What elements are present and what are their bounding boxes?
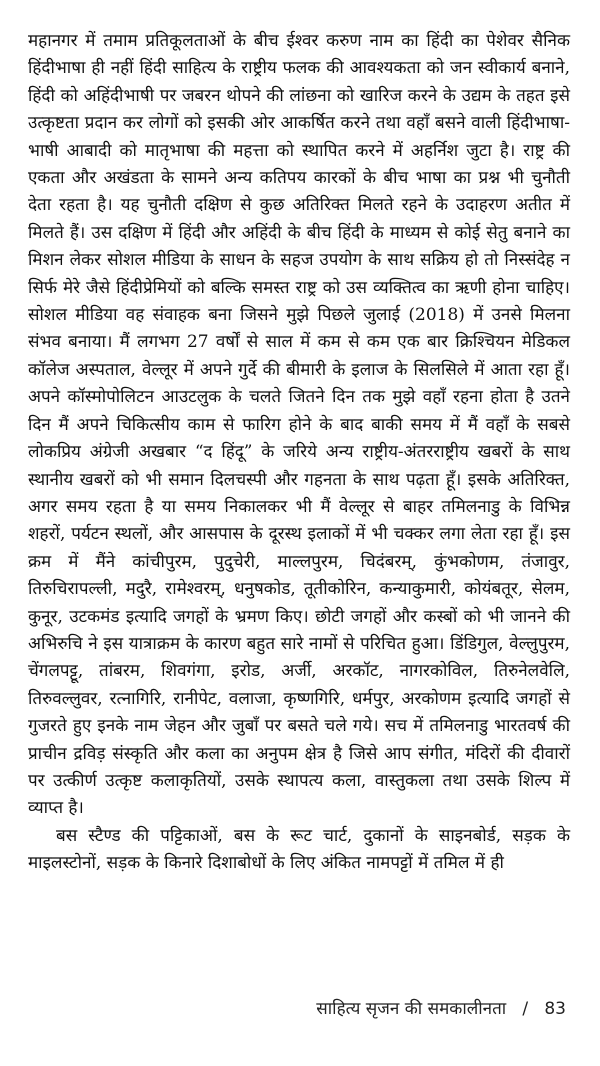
running-footer (316, 996, 566, 1019)
body-text (28, 28, 570, 878)
page-number: 83 (544, 999, 566, 1019)
paragraph-1: महानगर में तमाम प्रतिकूलताओं के बीच ईश्वर करुण नाम का हिंदी का पेशेवर सैनिक हिंदीभाषा ही नहीं हिंदी साहित्य के राष्ट्रीय फलक की आवश्यकता को जन स्वीकार्य बनाने, हिंदी को अहिंदीभाषी पर जबरन थोपने की लांछना को खारिज करने के उद्यम के तहत इसे उत्कृष्टता प्रदान कर लोगों को इसकी ओर आकर्षित करने तथा वहाँ बसने वाली हिंदीभाषा-भाषी आबादी को मातृभाषा की महत्ता को स्थापित करने में अहर्निश जुटा है। राष्ट्र की एकता और अखंडता के सामने अन्य कतिपय कारकों के बीच भाषा का प्रश्न भी चुनौती देता रहता है। यह चुनौती दक्षिण से कुछ अतिरिक्त मिलते रहने के उदाहरण अतीत में मिलते हैं। उस दक्षिण में हिंदी और अहिंदी के बीच हिंदी के माध्यम से कोई सेतु बनाने का मिशन लेकर सोशल मीडिया के साधन के सहज उपयोग के साथ सक्रिय हो तो निस्संदेह न सिर्फ मेरे जैसे हिंदीप्रेमियों को बल्कि समस्त राष्ट्र को उस व्यक्तित्व का ऋणी होना चाहिए। सोशल मीडिया वह संवाहक बना जिसने मुझे पिछले जुलाई (2018) में उनसे मिलना संभव बनाया। मैं लगभग 27 वर्षों से साल में कम से कम एक बार क्रिश्चियन मेडिकल कॉलेज अस्पताल, वेल्लूर में अपने गुर्दे की बीमारी के इलाज के सिलसिले में आता रहा हूँ। अपने कॉस्मोपोलिटन आउटलुक के चलते जितने दिन तक मुझे वहाँ रहना होता है उतने दिन मैं अपने चिकित्सीय काम से फारिग होने के बाद बाकी समय में मैं वहाँ के सबसे लोकप्रिय अंग्रेजी अखबार “द हिंदू” के जरिये अन्य राष्ट्रीय-अंतरराष्ट्रीय खबरों के साथ स्थानीय खबरों को भी समान दिलचस्पी और गहनता के साथ पढ़ता हूँ। इसके अतिरिक्त, अगर समय रहता है या समय निकालकर भी मैं वेल्लूर से बाहर तमिलनाडु के विभिन्न शहरों, पर्यटन स्थलों, और आसपास के दूरस्थ इलाकों में भी चक्कर लगा लेता रहा हूँ। इस क्रम में मैंने कांचीपुरम, पुदुचेरी, माल्लपुरम, चिदंबरम्, कुंभकोणम, तंजावुर, तिरुचिरापल्ली, मदुरै, रामेश्वरम्, धनुषकोड, तूतीकोरिन, कन्याकुमारी, कोयंबतूर, सेलम, कुनूर, उटकमंड इत्यादि जगहों के भ्रमण किए। छोटी जगहों और कस्बों को भी जानने की अभिरुचि ने इस यात्राक्रम के कारण बहुत सारे नामों से परिचित हुआ। डिंडिगुल, वेल्लुपुरम, चेंगलपट्टू, तांबरम, शिवगंगा, इरोड, अर्जी, अरकॉट, नागरकोविल, तिरुनेलवेलि, तिरुवल्लुवर, रत्नागिरि, रानीपेट, वलाजा, कृष्णगिरि, धर्मपुर, अरकोणम इत्यादि जगहों से गुजरते हुए इनके नाम जेहन और जुबाँ पर बसते चले गये। सच में तमिलनाडु भारतवर्ष की प्राचीन द्रविड़ संस्कृति और कला का अनुपम क्षेत्र है जिसे आप संगीत, मंदिरों की दीवारों पर उत्कीर्ण उत्कृष्ट कलाकृतियों, उसके स्थापत्य कला, वास्तुकला तथा उसके शिल्प में व्याप्त है। (28, 31, 570, 819)
book-title: साहित्य सृजन की समकालीनता (316, 999, 507, 1019)
footer-separator: / (522, 999, 529, 1019)
paragraph-2: बस स्टैण्ड की पट्टिकाओं, बस के रूट चार्ट, दुकानों के साइनबोर्ड, सड़क के माइलस्टोनों, सड़क के किनारे दिशाबोधों के लिए अंकित नामपट्टों में तमिल में ही (28, 825, 570, 874)
